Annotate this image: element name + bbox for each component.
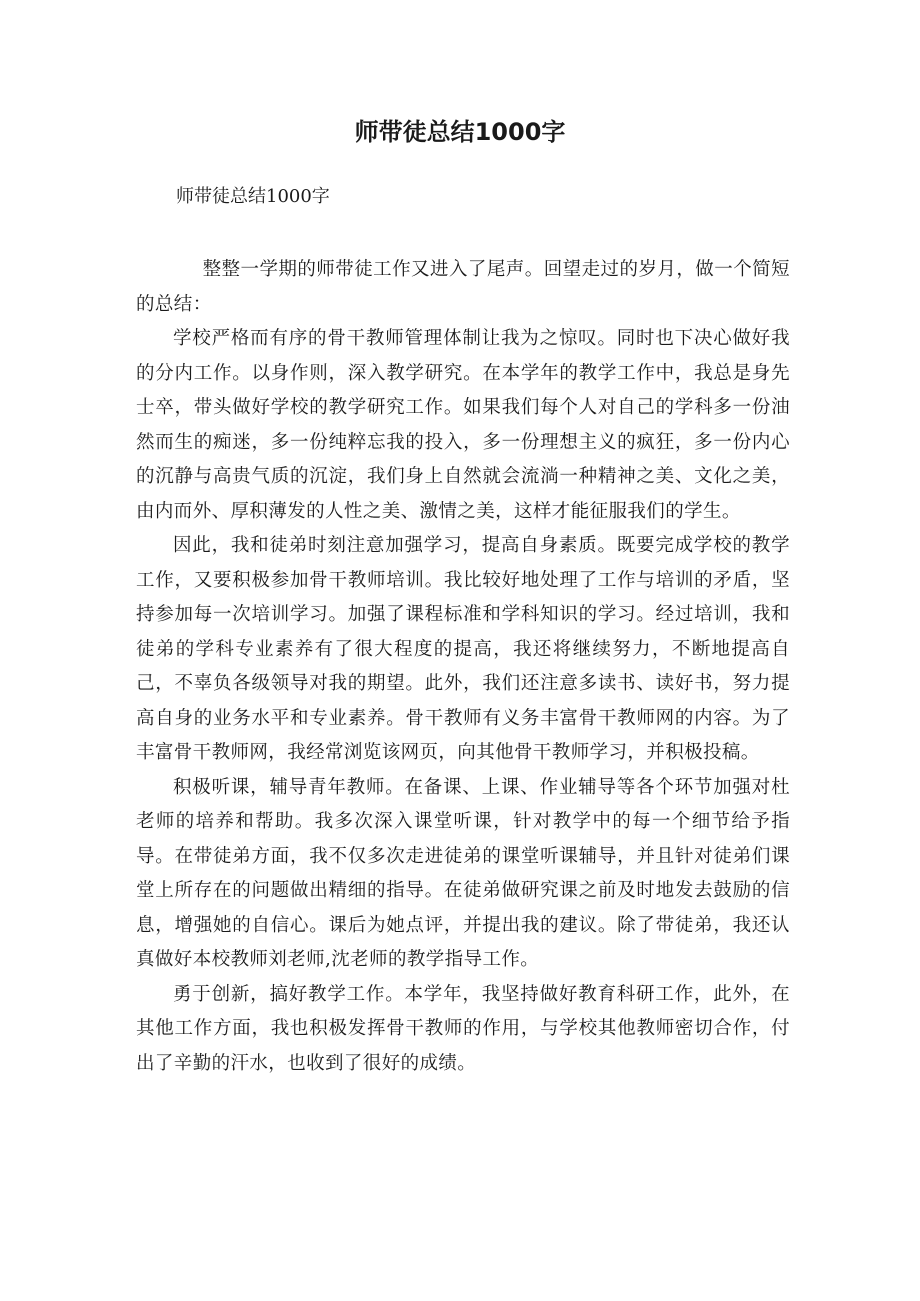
paragraph-study: 因此，我和徒弟时刻注意加强学习，提高自身素质。既要完成学校的教学工作，又要积极参加骨干教师培训。我比较好地处理了工作与培训的矛盾，坚持参加每一次培训学习。加强了课程标准和学科知识的学习。经过培训，我和徒弟的学科专业素养有了很大程度的提高，我还将继续努力，不断地提高自己，不辜负各级领导对我的期望。此外，我们还注意多读书、读好书，努力提高自身的业务水平和专业素养。骨干教师有义务丰富骨干教师网的内容。为了丰富骨干教师网，我经常浏览该网页，向其他骨干教师学习，并积极投稿。 (136, 535, 790, 763)
paragraph-mentoring: 积极听课，辅导青年教师。在备课、上课、作业辅导等各个环节加强对杜老师的培养和帮助。我多次深入课堂听课，针对教学中的每一个细节给予指导。在带徒弟方面，我不仅多次走进徒弟的课堂听课辅导，并且针对徒弟们课堂上所存在的问题做出精细的指导。在徒弟做研究课之前及时地发去鼓励的信息，增强她的自信心。课后为她点评，并提出我的建议。除了带徒弟，我还认真做好本校教师刘老师,沈老师的教学指导工作。 (136, 776, 790, 970)
document-subtitle: 师带徒总结1000字 (176, 186, 330, 207)
paragraph-management: 学校严格而有序的骨干教师管理体制让我为之惊叹。同时也下决心做好我的分内工作。以身作则，深入教学研究。在本学年的教学工作中，我总是身先士卒，带头做好学校的教学研究工作。如果我们每个人对自己的学科多一份油然而生的痴迷，多一份纯粹忘我的投入，多一份理想主义的疯狂，多一份内心的沉静与高贵气质的沉淀，我们身上自然就会流淌一种精神之美、文化之美，由内而外、厚积薄发的人性之美、激情之美，这样才能征服我们的学生。 (136, 328, 790, 522)
paragraph-intro: 整整一学期的师带徒工作又进入了尾声。回望走过的岁月，做一个简短的总结： (136, 259, 790, 315)
document-title: 师带徒总结1000字 (354, 118, 566, 146)
paragraph-innovation: 勇于创新，搞好教学工作。本学年，我坚持做好教育科研工作，此外，在其他工作方面，我也积极发挥骨干教师的作用，与学校其他教师密切合作，付出了辛勤的汗水，也收到了很好的成绩。 (136, 983, 790, 1074)
document-body (136, 253, 790, 1081)
